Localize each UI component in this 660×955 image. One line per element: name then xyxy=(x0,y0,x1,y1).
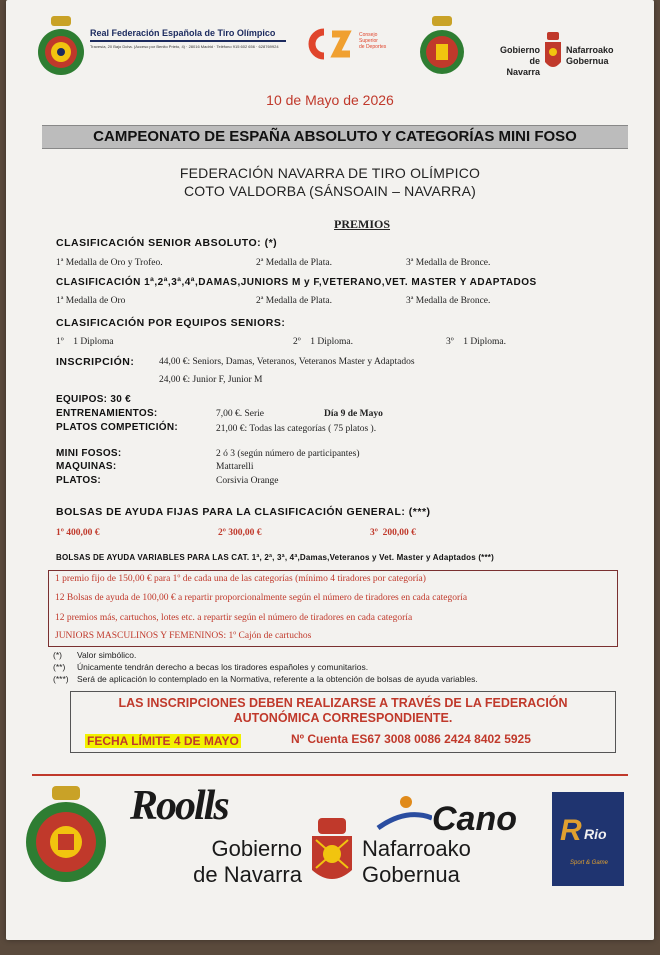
document-page xyxy=(6,0,654,940)
navarra-shield-large-icon xyxy=(308,818,356,888)
categorias-prize-1: 1ª Medalla de Oro xyxy=(56,296,126,306)
bolsas-variables-box xyxy=(48,570,618,647)
note-2: (**) Únicamente tendrán derecho a becas los tiradores españoles y comunitarios. xyxy=(53,662,369,672)
championship-banner: CAMPEONATO DE ESPAÑA ABSOLUTO Y CATEGORÍAS MINI FOSO xyxy=(42,125,628,149)
platos-competicion-value: 21,00 €: Todas las categorías ( 75 platos ). xyxy=(216,424,377,434)
bolsa-variable-line-2: 12 Bolsas de ayuda de 100,00 € a repartir proporcionalmente según el número de tiradores en cada categoría xyxy=(55,593,468,603)
entrenamientos-value: 7,00 €. Serie xyxy=(216,409,265,419)
equipos-fee: EQUIPOS: 30 € xyxy=(56,394,132,405)
bolsas-variables-heading: BOLSAS DE AYUDA VARIABLES PARA LAS CAT. 1ª, 2ª, 3ª, 4ª,Damas,Veteranos y Vet. Master y Adaptados (***) xyxy=(56,553,494,562)
premios-title: PREMIOS xyxy=(334,217,391,231)
senior-prize-1: 1ª Medalla de Oro y Trofeo. xyxy=(56,258,163,268)
bolsa-variable-line-1: 1 premio fijo de 150,00 € para 1º de cada una de las categorías (mínimo 4 tiradores por categoría) xyxy=(55,574,426,584)
platos-competicion-label: PLATOS COMPETICIÓN: xyxy=(56,422,178,433)
minifosos-label: MINI FOSOS: xyxy=(56,448,122,459)
platos-label: PLATOS: xyxy=(56,475,102,486)
categorias-prize-2: 2ª Medalla de Plata. xyxy=(256,296,332,306)
inscripciones-line-1: LAS INSCRIPCIONES DEBEN REALIZARSE A TRAVÉS DE LA FEDERACIÓN xyxy=(118,696,568,710)
equipos-prize-1: 1º 1 Diploma xyxy=(56,337,114,347)
inscripciones-line-2: AUTONÓMICA CORRESPONDIENTE. xyxy=(233,711,453,725)
equipos-heading: CLASIFICACIÓN POR EQUIPOS SENIORS: xyxy=(56,317,286,329)
nafarroako-gobernua-large: Nafarroako Gobernua xyxy=(362,836,471,887)
fecha-limite: FECHA LÍMITE 4 DE MAYO xyxy=(87,734,239,748)
footer-rule xyxy=(32,774,628,776)
bolsas-fijas-heading: BOLSAS DE AYUDA FIJAS PARA LA CLASIFICACIÓN GENERAL: (***) xyxy=(56,506,431,518)
minifosos-value: 2 ó 3 (según número de participantes) xyxy=(216,449,360,459)
numero-cuenta: Nº Cuenta ES67 3008 0086 2424 8402 5925 xyxy=(291,732,531,746)
navarra-federation-crest-icon xyxy=(418,14,466,80)
navarra-shield-icon xyxy=(543,32,563,72)
equipos-prize-2: 2º 1 Diploma. xyxy=(293,337,353,347)
bolsa-variable-line-3: 12 premios más, cartuchos, lotes etc. a repartir según el número de tiradores en cada categoría xyxy=(55,613,413,623)
federation-name: FEDERACIÓN NAVARRA DE TIRO OLÍMPICO xyxy=(179,165,481,181)
entrenamientos-day: Día 9 de Mayo xyxy=(324,409,383,419)
inscripcion-line-1: 44,00 €: Seniors, Damas, Veteranos, Veteranos Master y Adaptados xyxy=(159,357,415,367)
gobierno-navarra-small: Gobierno de Navarra xyxy=(500,45,540,77)
bolsa-variable-line-4: JUNIORS MASCULINOS Y FEMENINOS: 1º Cajón de cartuchos xyxy=(55,631,312,641)
rio-logo-box xyxy=(552,792,624,886)
maquinas-label: MAQUINAS: xyxy=(56,461,117,472)
note-1: (*) Valor simbólico. xyxy=(53,650,137,660)
header-divider xyxy=(90,40,286,42)
event-date: 10 de Mayo de 2026 xyxy=(266,92,394,108)
roolls-logo: Roolls xyxy=(130,783,228,829)
bolsa-fija-1: 1º 400,00 € xyxy=(56,528,100,538)
csd-text: Consejo Superior de Deportes xyxy=(359,32,387,50)
note-3: (***) Será de aplicación lo contemplado en la Normativa, referente a la obtención de bolsas de ayuda variables. xyxy=(53,674,478,684)
platos-value: Corsivia Orange xyxy=(216,476,279,486)
rio-tagline: Sport & Game xyxy=(570,860,609,866)
bolsa-fija-2: 2º 300,00 € xyxy=(218,528,262,538)
equipos-prize-3: 3º 1 Diploma. xyxy=(446,337,506,347)
rfeto-address: Travesía, 20 Bajo Dcha. (Acceso por Benito Prieto, 4) · 28016 Madrid · Teléfono 915 602 656 · 628769924 xyxy=(90,44,279,49)
inscripcion-line-2: 24,00 €: Junior F, Junior M xyxy=(159,375,263,385)
rio-name: Rio xyxy=(584,826,607,842)
maquinas-value: Mattarelli xyxy=(216,462,254,472)
rfeto-name: Real Federación Española de Tiro Olímpico xyxy=(90,28,276,38)
categorias-prize-3: 3ª Medalla de Bronce. xyxy=(406,296,491,306)
cano-swoosh-icon xyxy=(376,794,432,834)
entrenamientos-label: ENTRENAMIENTOS: xyxy=(56,408,158,419)
csd-logo-icon xyxy=(302,28,354,67)
inscripciones-box xyxy=(70,691,616,753)
inscripcion-label: INSCRIPCIÓN: xyxy=(56,356,135,368)
navarra-federation-emblem-icon xyxy=(20,786,112,882)
cano-logo: Cano xyxy=(432,800,517,838)
nafarroako-gobernua-small: Nafarroako Gobernua xyxy=(566,45,614,66)
categorias-heading: CLASIFICACIÓN 1ª,2ª,3ª,4ª,DAMAS,JUNIORS M y F,VETERANO,VET. MASTER Y ADAPTADOS xyxy=(56,277,537,288)
gobierno-navarra-large: Gobierno de Navarra xyxy=(193,836,302,887)
bolsa-fija-3: 3º 200,00 € xyxy=(370,528,416,538)
senior-prize-3: 3ª Medalla de Bronce. xyxy=(406,258,491,268)
senior-heading: CLASIFICACIÓN SENIOR ABSOLUTO: (*) xyxy=(56,237,278,249)
rio-r-icon: R xyxy=(560,814,582,847)
rfeto-crest-icon xyxy=(36,14,86,80)
venue: COTO VALDORBA (SÁNSOAIN – NAVARRA) xyxy=(183,183,477,199)
senior-prize-2: 2ª Medalla de Plata. xyxy=(256,258,332,268)
